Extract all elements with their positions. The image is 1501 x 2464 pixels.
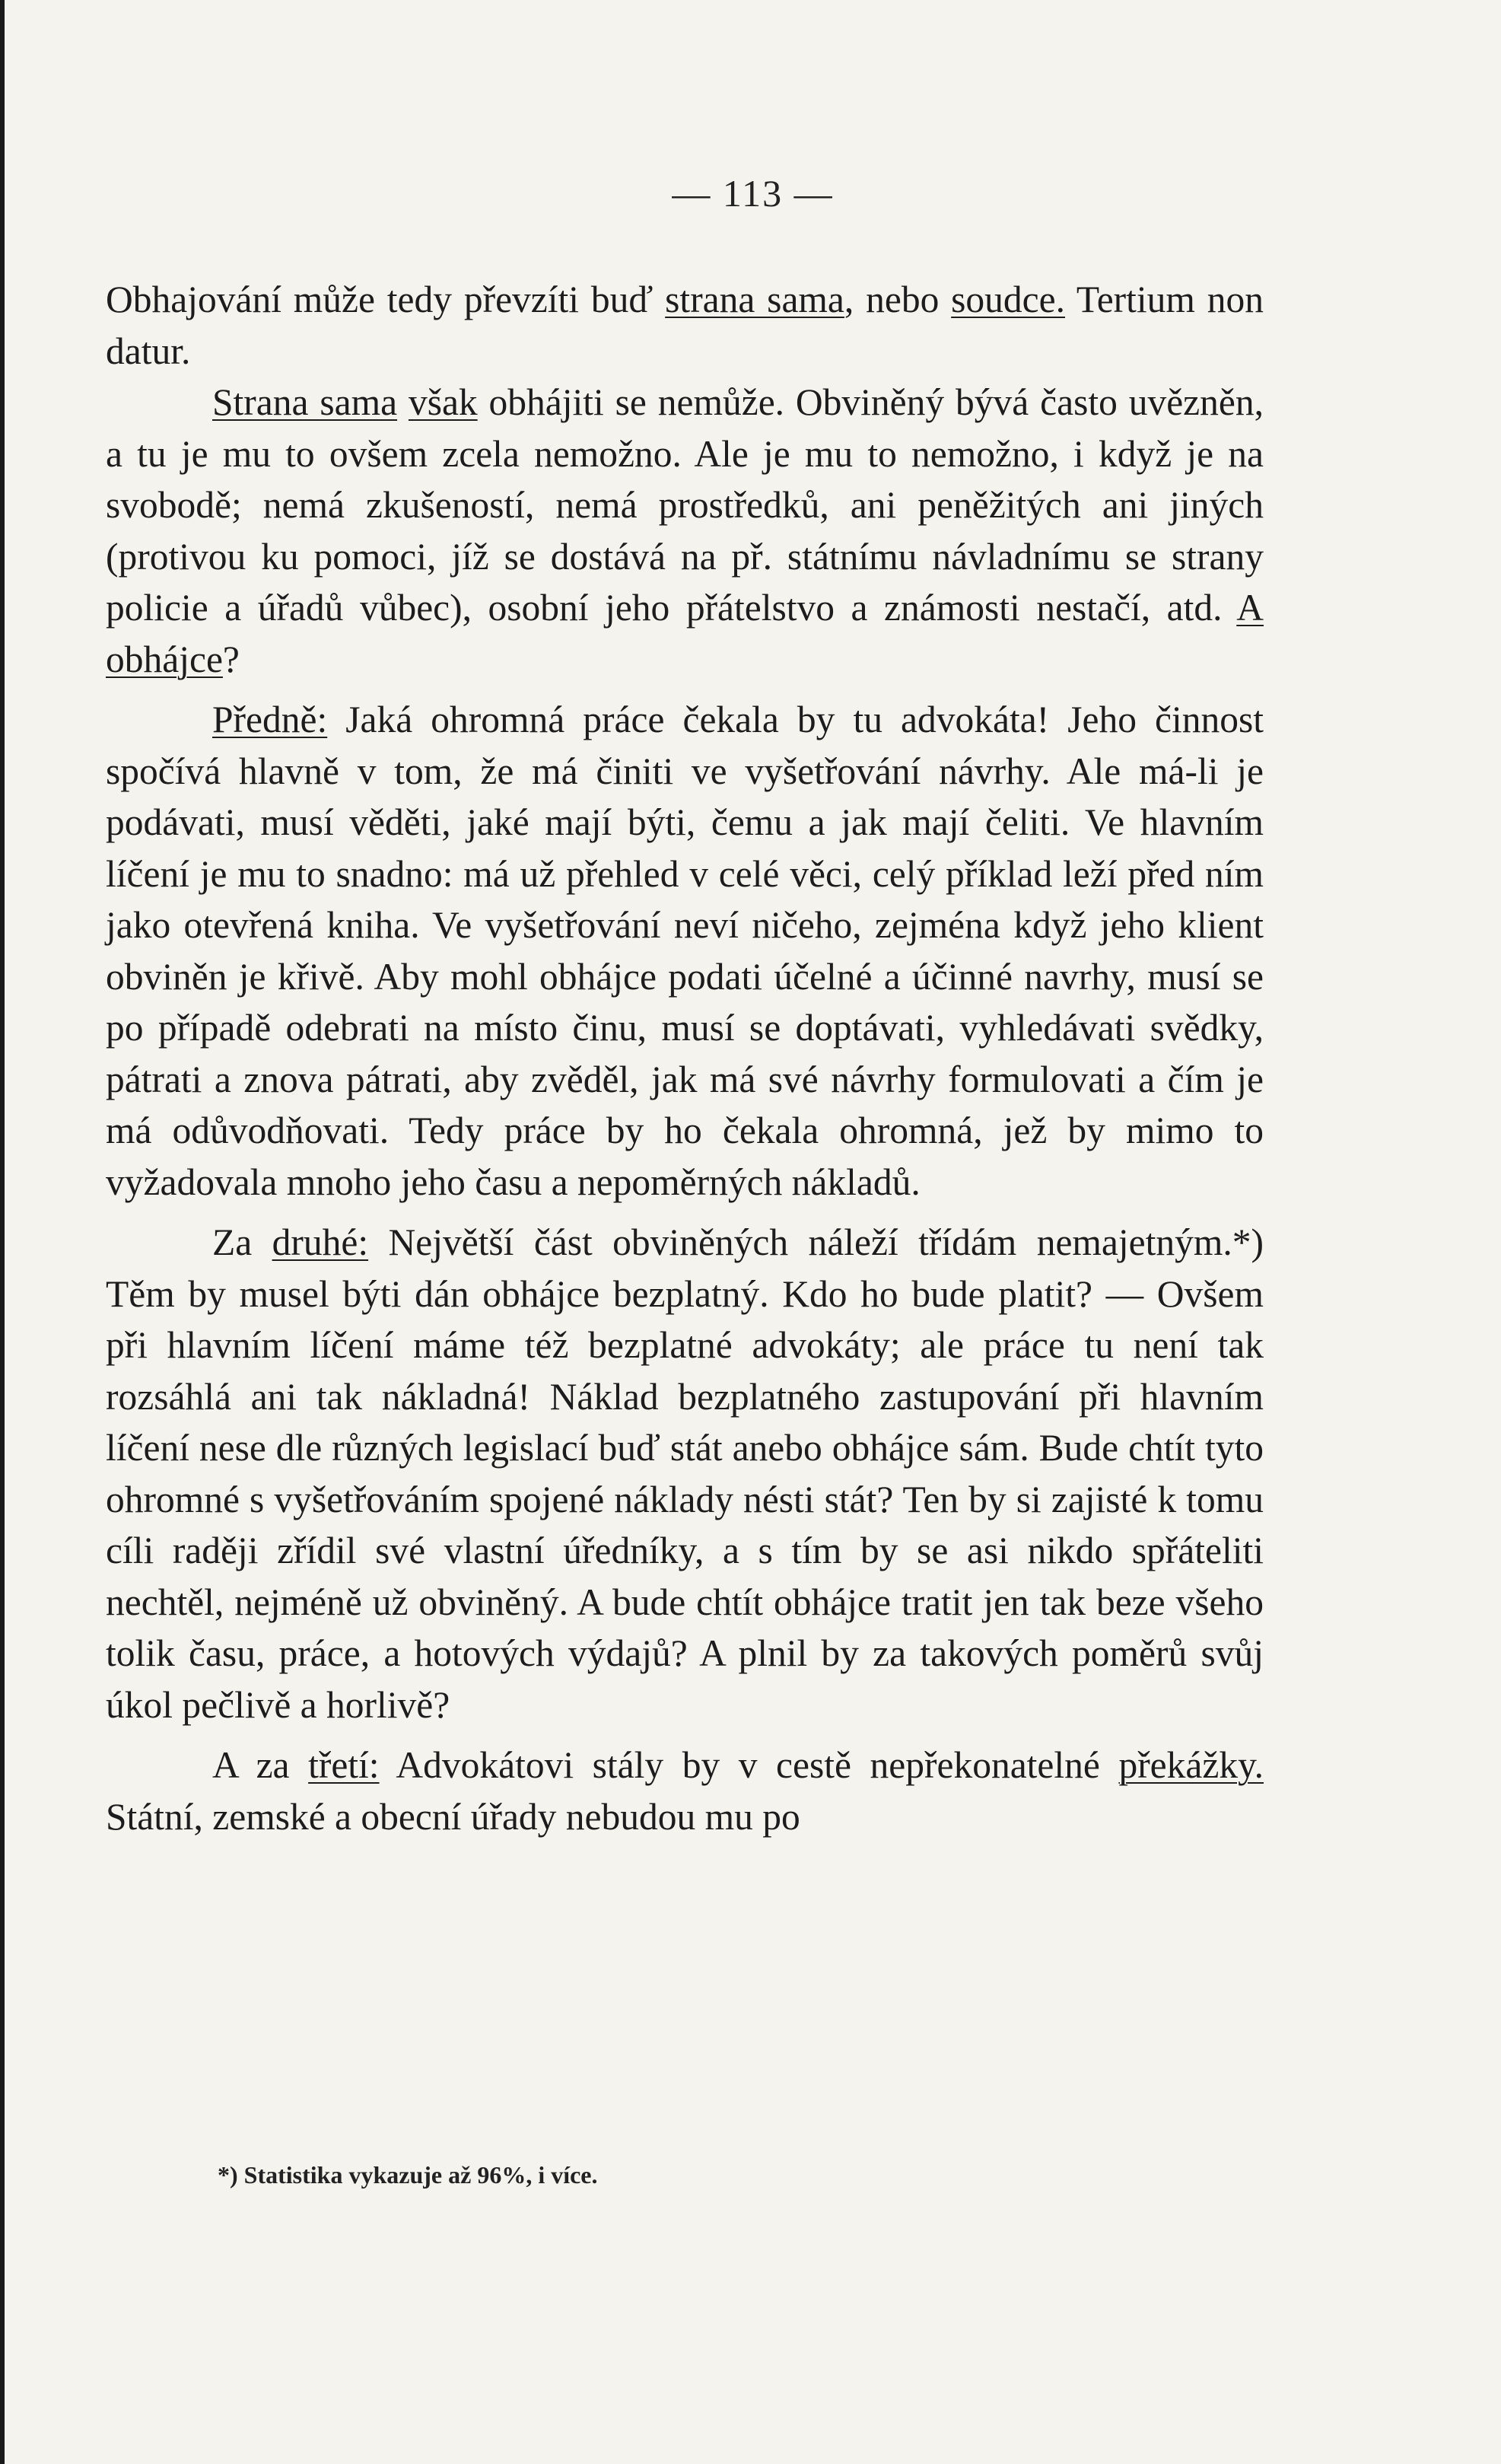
underlined-phrase: Předně:	[212, 699, 328, 740]
paragraph-5	[106, 1740, 1264, 1842]
underlined-phrase: soudce.	[951, 279, 1065, 320]
text-segment: Za	[212, 1221, 272, 1263]
text-segment: A za	[212, 1744, 309, 1786]
text-segment: , nebo	[844, 279, 952, 320]
underlined-phrase: Strana sama	[212, 381, 398, 423]
text-segment: Obhajování může tedy převzíti buď	[106, 279, 666, 320]
underlined-phrase: druhé:	[272, 1221, 369, 1263]
page-number: — 113 —	[672, 172, 834, 215]
text-segment: Jaká ohromná práce čekala by tu advokáta! Jeho činnost spočívá hlavně v tom, že má činiti ve vyšetřování návrhy. Ale má-li je podávati, musí věděti, jaké mají býti, čemu a jak mají čeliti. Ve hlavním líčení je mu to snadno: má už přehled v celé věci, celý příklad leží před ním jako otevřená kniha. Ve vyšetřování neví ničeho, zejména když jeho klient obviněn je křivě. Aby mohl obhájce podati účelné a účinné navrhy, musí se po případě odebrati na místo činu, musí se doptávati, vyhledávati svědky, pátrati a znova pátrati, aby zvěděl, jak má své návrhy formulovati a čím je má odůvodňovati. Tedy práce by ho čekala ohromná, jež by mimo to vyžadovala mnoho jeho času a nepoměrných nákladů.	[106, 699, 1264, 1203]
paragraph-1	[106, 274, 1264, 377]
text-segment: Advokátovi stály by v cestě nepřekonatelné	[379, 1744, 1119, 1786]
body-text	[106, 274, 1264, 1842]
paragraph-3	[106, 694, 1264, 1208]
underlined-phrase: však	[408, 381, 478, 423]
underlined-phrase: překážky.	[1118, 1744, 1264, 1786]
text-segment: ?	[222, 638, 240, 680]
underlined-phrase: A obhájce	[106, 587, 1264, 680]
paragraph-4	[106, 1217, 1264, 1730]
underlined-phrase: strana sama	[665, 279, 844, 320]
text-segment	[397, 381, 409, 423]
footnote: *) Statistika vykazuje až 96%, i více.	[218, 2161, 598, 2189]
paragraph-2	[106, 377, 1264, 685]
text-segment: Největší část obviněných náleží třídám nemajetným.*) Těm by musel býti dán obhájce bezplatný. Kdo ho bude platit? — Ovšem při hlavním líčení máme též bezplatné advokáty; ale práce tu není tak rozsáhlá ani tak nákladná! Náklad bezplatného zastupování při hlavním líčení nese dle různých legislací buď stát anebo obhájce sám. Bude chtít tyto ohromné s vyšetřováním spojené náklady nésti stát? Ten by si zajisté k tomu cíli raději zřídil své vlastní úředníky, a s tím by se asi nikdo spřáteliti nechtěl, nejméně už obviněný. A bude chtít obhájce tratit jen tak beze všeho tolik času, práce, a hotových výdajů? A plnil by za takových poměrů svůj úkol pečlivě a horlivě?	[106, 1221, 1264, 1726]
text-segment: Státní, zemské a obecní úřady nebudou mu po	[106, 1795, 800, 1838]
underlined-phrase: třetí:	[308, 1744, 380, 1786]
text-segment: obhájiti se nemůže. Obviněný bývá často uvězněn, a tu je mu to ovšem zcela nemožno. Ale je mu to nemožno, i když je na svobodě; nemá zkušeností, nemá prostředků, ani peněžitých ani jiných (protivou ku pomoci, jíž se dostává na př. státnímu návladnímu se strany policie a úřadů vůbec), osobní jeho přátelstvo a známosti nestačí, atd.	[106, 381, 1264, 629]
text-segment: Tertium non datur.	[106, 279, 1264, 372]
